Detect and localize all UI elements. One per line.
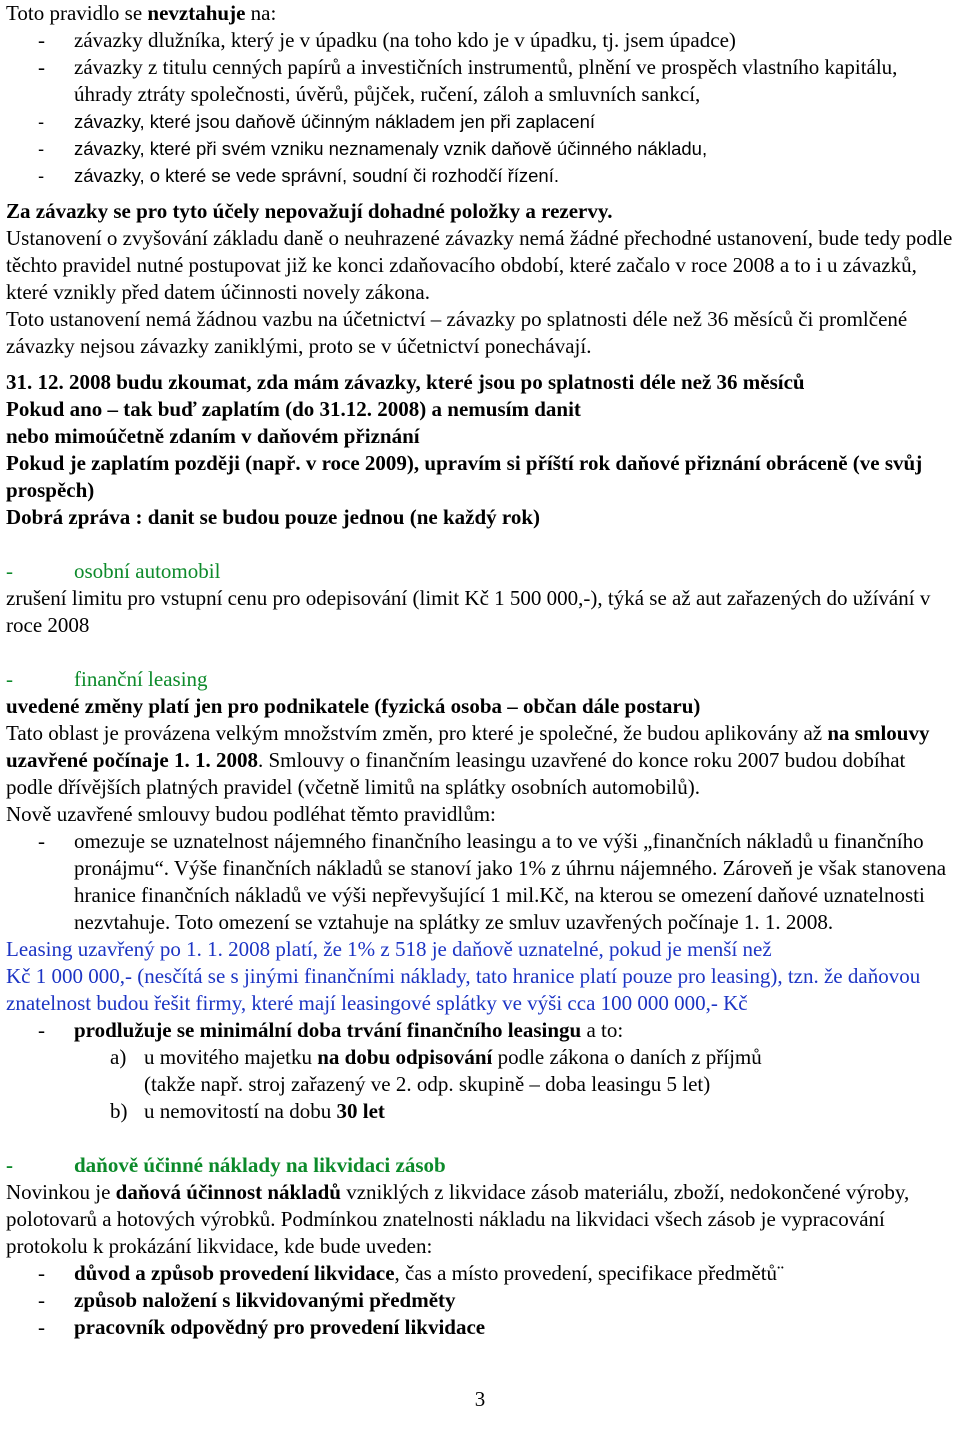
section-heading-stock: - daňově účinné náklady na likvidaci zásob <box>6 1153 446 1177</box>
stock-paragraph: Novinkou je daňová účinnost nákladů vzniklých z likvidace zásob materiálu, zboží, nedokončené výroby, polotovarů a hotových výrobků. Podmínkou znatelnosti nákladu na likvidaci všech zásob je vypracování protokolu k prokázání likvidace, kde bude uveden: <box>6 1180 910 1258</box>
bold-note: Za závazky se pro tyto účely nepovažují dohadné položky a rezervy. <box>6 199 613 223</box>
sub-item-b: b) u nemovitostí na dobu 30 let <box>110 1099 385 1123</box>
paragraph-transition: Ustanovení o zvyšování základu daně o neuhrazené závazky nemá žádné přechodné ustanovení, bude tedy podle těchto pravidel nutné postupovat již ke konci zdaňovacího období, které začalo v roce 2008 a to i u závazků, které vznikly před datem účinnosti novely zákona. <box>6 226 953 304</box>
sub-item-a-continuation: (takže např. stroj zařazený ve 2. odp. skupině – doba leasingu 5 let) <box>144 1072 711 1096</box>
list-item: - závazky, které jsou daňově účinným nákladem jen při zaplacení <box>38 111 596 132</box>
list-item: - způsob naložení s likvidovanými předměty <box>38 1288 456 1312</box>
review-block: 31. 12. 2008 budu zkoumat, zda mám závazky, které jsou po splatnosti déle než 36 měsíců Pokud ano – tak buď zaplatím (do 31.12. 2008) a nemusím danit nebo mimoúčetně zdaním v daňovém přiznání Pokud je zaplatím později (např. v roce 2009), upravím si příští rok daňové přiznání obráceně (ve svůj prospěch) Dobrá zpráva : danit se budou pouze jednou (ne každý rok) <box>6 370 923 529</box>
paragraph-accounting: Toto ustanovení nemá žádnou vazbu na účetnictví – závazky po splatnosti déle než 36 měsíců či promlčené závazky nejsou závazky zaniklými, proto se v účetnictví ponechávají. <box>6 307 908 358</box>
list-item: - prodlužuje se minimální doba trvání finančního leasingu a to: <box>38 1018 624 1042</box>
section-heading-leasing: - finanční leasing <box>6 667 208 691</box>
list-item: - závazky, které při svém vzniku neznamenaly vznik daňově účinného nákladu, <box>38 138 708 159</box>
car-text: zrušení limitu pro vstupní cenu pro odepisování (limit Kč 1 500 000,-), týká se až aut zařazených do užívání v roce 2008 <box>6 586 931 637</box>
list-item: - závazky, o které se vede správní, soudní či rozhodčí řízení. <box>38 165 560 186</box>
exclusions-list <box>6 27 956 189</box>
list-item: - pracovník odpovědný pro provedení likvidace <box>38 1315 486 1339</box>
intro-line: Toto pravidlo se nevztahuje na: <box>6 1 277 25</box>
leasing-rules-intro: Nově uzavřené smlouvy budou podléhat těmto pravidlům: <box>6 802 496 826</box>
leasing-example: Leasing uzavřený po 1. 1. 2008 platí, že 1% z 518 je daňově uznatelné, pokud je menší než Kč 1 000 000,- (nesčítá se s jinými finančními náklady, tato hranice platí pouze pro leasing), tzn. že daňovou znatelnost budou řešit firmy, které mají leasingové splátky ve výši cca 100 000 000,- Kč <box>6 937 921 1015</box>
document-page <box>6 0 956 1341</box>
leasing-paragraph: Tato oblast je provázena velkým množstvím změn, pro které je společné, že budou aplikovány až na smlouvy uzavřené počínaje 1. 1. 2008. Smlouvy o finančním leasingu uzavřené do konce roku 2007 budou dobíhat podle dřívějších platných pravidel (včetně limitů na splátky osobních automobilů). <box>6 721 930 799</box>
page-number: 3 <box>474 1387 486 1411</box>
list-item: - závazky z titulu cenných papírů a investičních instrumentů, plnění ve prospěch vlastního kapitálu, úhrady ztráty společnosti, úvěrů, půjček, ručení, záloh a smluvních sankcí, <box>38 55 898 106</box>
sub-item-a: a) u movitého majetku na dobu odpisování podle zákona o daních z příjmů <box>110 1045 762 1069</box>
section-heading-car: - osobní automobil <box>6 559 221 583</box>
list-item: - závazky dlužníka, který je v úpadku (na toho kdo je v úpadku, tj. jsem úpadce) <box>38 28 736 52</box>
leasing-bold-line: uvedené změny platí jen pro podnikatele (fyzická osoba – občan dále postaru) <box>6 694 701 718</box>
list-item: - omezuje se uznatelnost nájemného finančního leasingu a to ve výši „finančních nákladů u finančního pronájmu“. Výše finančních nákladů se stanoví jako 1% z úhrnu nájemného. Zároveň je však stanovena hranice finančních nákladů ve výši nepřevyšující 1 mil.Kč, na kterou se omezení daňové uznatelnosti nezvtahuje. Toto omezení se vztahuje na splátky ze smluv uzavřených počínaje 1. 1. 2008. <box>38 829 947 934</box>
list-item: - důvod a způsob provedení likvidace, čas a místo provedení, specifikace předmětů¨ <box>38 1261 785 1285</box>
